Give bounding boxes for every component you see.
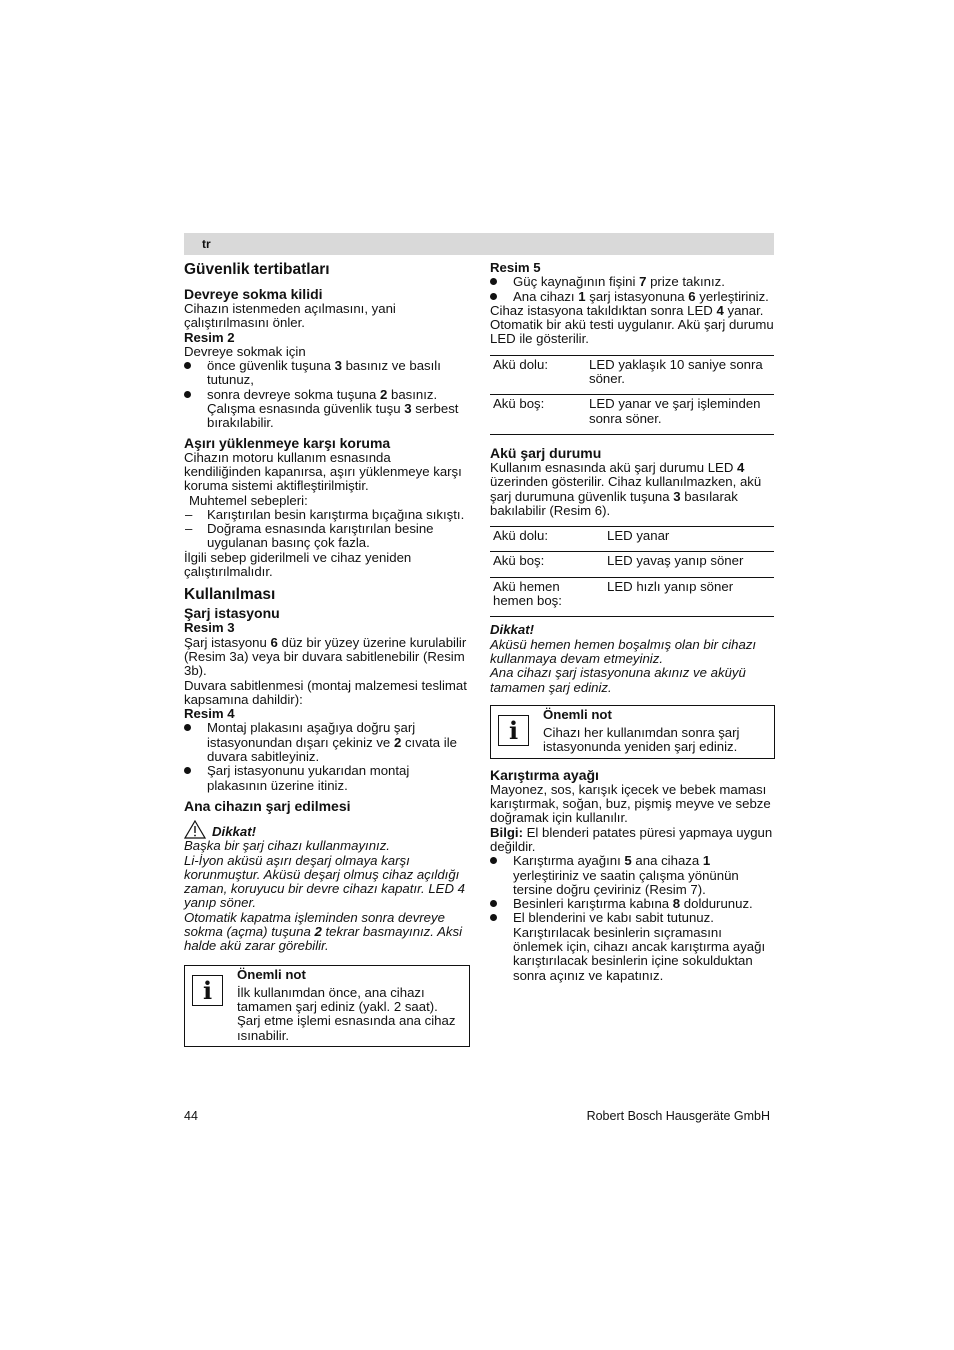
overload-paragraph: Cihazın motoru kullanım esnasında kendiliğinden kapanırsa, aşırı yüklenmeye karşı koruma sistemi aktifleştirilmiştir. (184, 449, 462, 494)
warning-text-3: Otomatik kapatma işleminden sonra devreye sokma (açma) tuşuna 2 tekrar basmayınız. Aksi halde akü zarar görebilir. (184, 909, 463, 954)
warning-text-1: Başka bir şarj cihazı kullanmayınız. (184, 838, 390, 854)
list-item: El blenderini ve kabı sabit tutunuz. Karıştırılacak besinlerin sıçramasını önlemek için, cihazı ancak karıştırma ayağı karıştırılacak besinlerin içine sokulduktan sonra açınız ve kapatınız. (490, 911, 774, 982)
note-text: Cihazı her kullanımdan sonra şarj istasyonunda yeniden şarj ediniz. (543, 725, 740, 755)
overload-causes-label: Muhtemel sebepleri: (189, 492, 308, 508)
info-icon: i (192, 975, 223, 1006)
figure-ref-5: Resim 5 (490, 260, 541, 275)
list-item: Ana cihazı 1 şarj istasyonuna 6 yerleştiriniz. (490, 290, 774, 304)
list-item: Besinleri karıştırma kabına 8 doldurunuz. (490, 897, 774, 911)
info-icon: i (498, 715, 529, 746)
list-item: – Karıştırılan besin karıştırma bıçağına sıkıştı. (184, 508, 470, 522)
warning-text-2: Li-İyon aküsü aşırı deşarj olmaya karşı korunmuştur. Aküsü deşarj olmuş cihaz açıldığı zaman, koruyucu bir devre cihazı kapatır. LED 4 yanıp söner. (184, 852, 465, 911)
figure-ref-4: Resim 4 (184, 706, 235, 722)
overload-causes (184, 508, 470, 551)
note-text: İlk kullanımdan önce, ana cihazı tamamen şarj ediniz (yakl. 2 saat). Şarj etme işlemi esnasında ana cihaz ısınabilir. (237, 984, 456, 1043)
station-steps (184, 721, 470, 792)
led-paragraph: Cihaz istasyona takıldıktan sonra LED 4 yanar. Otomatik bir akü testi uygulanır. Akü şarj durumu LED ile gösterilir. (490, 302, 774, 347)
battery-paragraph: Kullanım esnasında akü şarj durumu LED 4 üzerinden gösterilir. Cihaz kullanılmazken, akü şarj durumuna güvenlik tuşuna 3 basılarak bakılabilir (Resim 6). (490, 459, 762, 518)
left-column (184, 261, 470, 1047)
subheading-charging: Ana cihazın şarj edilmesi (184, 797, 351, 814)
warning-title: Dikkat! (490, 622, 534, 638)
warning-title: Dikkat! (184, 820, 470, 839)
list-item: önce güvenlik tuşuna 3 basınız ve basılı tutunuz, (184, 359, 470, 388)
lock-paragraph: Cihazın istenmeden açılmasını, yani çalıştırılmasını önler. (184, 301, 396, 331)
important-note-box (490, 705, 775, 759)
list-item: Güç kaynağının fişini 7 prize takınız. (490, 275, 774, 289)
mixer-paragraph: Mayonez, sos, karışık içecek ve bebek maması karıştırmak, soğan, buz, pişmiş meyve ve sebze doğramak için kullanılır. (490, 781, 771, 826)
table-row: Akü boş: LED yanar ve şarj işleminden sonra söner. (490, 395, 774, 435)
table-row: Akü dolu: LED yanar (490, 527, 774, 552)
section-title-usage: Kullanılması (184, 586, 276, 604)
warning-text-1: Aküsü hemen hemen boşalmış olan bir cihazı kullanmaya devam etmeyiniz. (490, 636, 757, 666)
list-item: Şarj istasyonunu yukarıdan montaj plakasının üzerine itiniz. (184, 764, 470, 793)
warning-text-2: Ana cihazı şarj istasyonuna akınız ve aküyü tamamen şarj ediniz. (490, 665, 746, 695)
list-item: Karıştırma ayağını 5 ana cihaza 1 yerleştiriniz ve saatin çalışma yönünün tersine doğru çeviriniz (Resim 7). (490, 854, 774, 897)
overload-remedy: İlgili sebep giderilmeli ve cihaz yeniden çalıştırılmalıdır. (184, 549, 412, 580)
subheading-overload: Aşırı yüklenmeye karşı koruma (184, 434, 391, 451)
list-item: sonra devreye sokma tuşuna 2 basınız. Çalışma esnasında güvenlik tuşu 3 serbest bırakılabilir. (184, 388, 470, 431)
language-header-bar (184, 233, 774, 255)
list-item: – Doğrama esnasında karıştırılan besine uygulanan basınç çok fazla. (184, 522, 470, 551)
table-row: Akü boş: LED yavaş yanıp söner (490, 552, 774, 577)
mixer-info: Bilgi: El blenderi patates püresi yapmaya uygun değildir. (490, 824, 773, 854)
important-note-box (184, 965, 470, 1047)
subheading-mixer-foot: Karıştırma ayağı (490, 766, 599, 783)
battery-status-table (490, 526, 774, 617)
company-name: Robert Bosch Hausgeräte GmbH (586, 1109, 770, 1123)
page-number: 44 (184, 1109, 198, 1123)
lock-steps (184, 359, 470, 430)
table-row: Akü dolu: LED yaklaşık 10 saniye sonra söner. (490, 355, 774, 395)
charge-status-table (490, 355, 774, 435)
subheading-battery-status: Akü şarj durumu (490, 444, 602, 461)
station-paragraph: Şarj istasyonu 6 düz bir yüzey üzerine kurulabilir (Resim 3a) veya bir duvara sabitlenebilir (Resim 3b). (184, 634, 467, 679)
list-item: Montaj plakasını aşağıya doğru şarj istasyonundan dışarı çekiniz ve 2 cıvata ile duvara sabitleyiniz. (184, 721, 470, 764)
wall-mount-intro: Duvara sabitlenmesi (montaj malzemesi teslimat kapsamına dahildir): (184, 677, 467, 707)
figure-5-steps (490, 275, 774, 304)
subheading-lock: Devreye sokma kilidi (184, 286, 323, 302)
figure-ref-3: Resim 3 (184, 620, 235, 636)
warning-triangle-icon (184, 820, 206, 839)
right-column (490, 261, 774, 983)
subheading-station: Şarj istasyonu (184, 605, 280, 622)
note-title: Önemli not (543, 706, 612, 722)
lock-intro: Devreye sokmak için (184, 343, 306, 359)
figure-ref-2: Resim 2 (184, 329, 235, 345)
language-tag: tr (202, 237, 211, 251)
section-title-safety: Güvenlik tertibatları (184, 261, 330, 278)
table-row: Akü hemen hemen boş: LED hızlı yanıp söner (490, 577, 774, 617)
mixer-steps (490, 854, 774, 983)
note-title: Önemli not (237, 966, 306, 982)
